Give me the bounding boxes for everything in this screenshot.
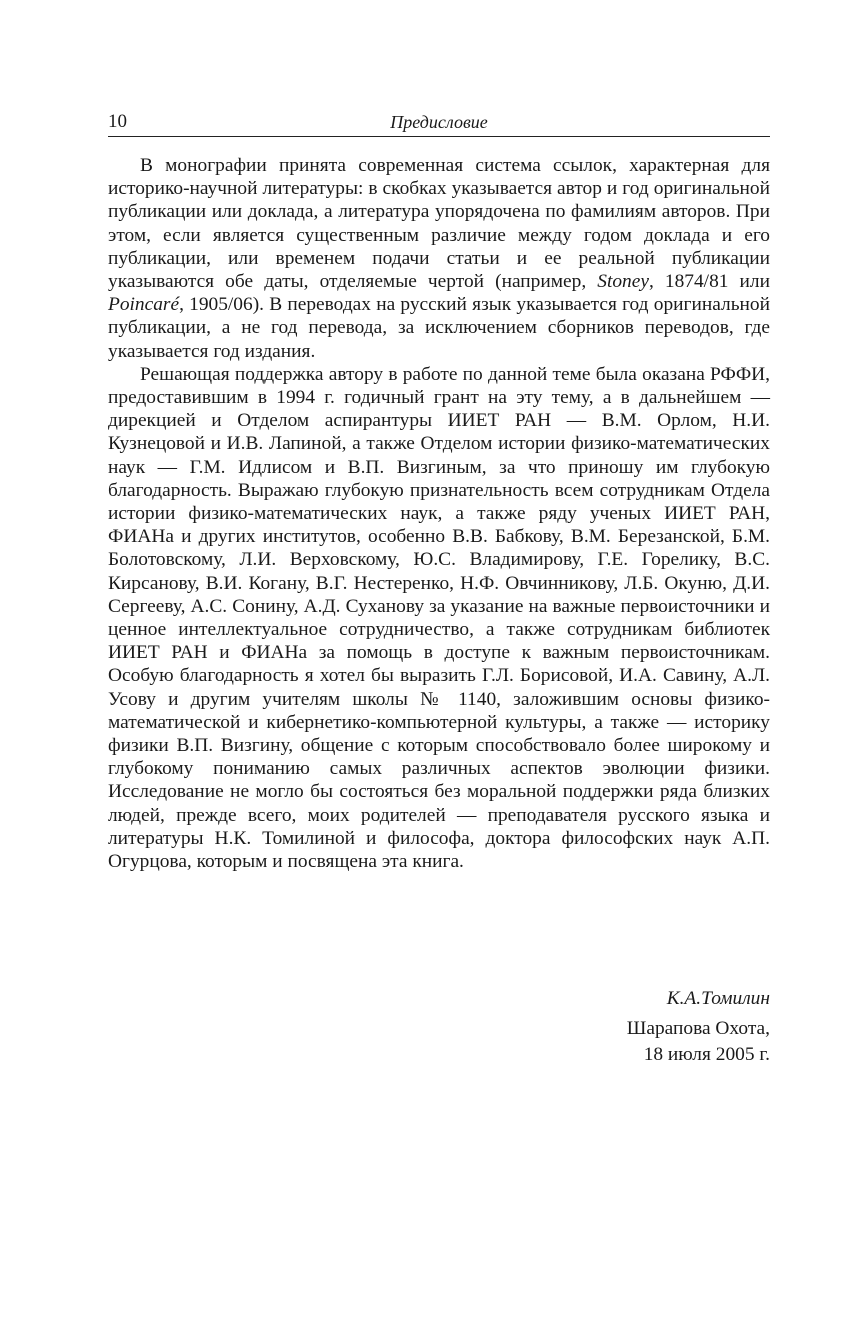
signature-block: [108, 986, 770, 1068]
page-number: 10: [108, 111, 127, 132]
paragraph-citation-system: [108, 154, 770, 363]
signature-place: Шарапова Охота,: [626, 1018, 770, 1039]
signature-date: 18 июля 2005 г.: [643, 1044, 770, 1065]
paragraph-acknowledgements: Решающая поддержка автору в работе по данной теме была оказана РФФИ, предоставившим в 1994 г. годичный грант на эту тему, а в дальнейшем — дирекцией и Отделом аспирантуры ИИЕТ РАН — В.М. Орлом, Н.И. Кузнецовой и И.В. Лапиной, а также Отделом истории физико-математических наук — Г.М. Идлисом и В.П. Визгиным, за что приношу им глубокую благодарность. Выражаю глубокую признательность всем сотрудникам Отдела истории физико-математических наук, а также ряду ученых ИИЕТ РАН, ФИАНа и других институтов, особенно В.В. Бабкову, В.М. Березанской, Б.М. Болотовскому, Л.И. Верховскому, Ю.С. Владимирову, Г.Е. Горелику, В.С. Кирсанову, В.И. Когану, В.Г. Нестеренко, Н.Ф. Овчинникову, Л.Б. Окуню, Д.И. Сергееву, А.С. Сонину, А.Д. Суханову за указание на важные первоисточники и ценное интеллектуальное сотрудничество, а также сотрудникам библиотек ИИЕТ РАН и ФИАНа за помощь в доступе к важным первоисточникам. Особую благодарность я хотел бы выразить Г.Л. Борисовой, И.А. Савину, А.Л. Усову и другим учителям школы № 1140, заложившим основы физико-математической и кибернетико-компьютерной культуры, а также — историку физики В.П. Визгину, общение с которым способствовало более широкому и глубокому пониманию самых различных аспектов эволюции физики. Исследование не могло бы состояться без моральной поддержки ряда близких людей, прежде всего, моих родителей — преподавателя русского языка и литературы Н.К. Томилиной и философа, доктора философских наук А.П. Огурцова, которым и посвящена эта книга.: [108, 363, 770, 873]
reference-poincare: Poincaré: [108, 294, 180, 316]
signature-author: К.А.Томилин: [666, 988, 770, 1009]
reference-stoney: Stoney: [597, 271, 649, 293]
section-title: Предисловие: [390, 112, 488, 132]
paragraph-1-part-2: , 1905/06). В переводах на русский язык указывается год оригинальной публикации, а не год перевода, за исключением сборников переводов, где указывается год издания.: [108, 294, 770, 362]
paragraph-1-part-1: В монографии принята современная система ссылок, характерная для историко-научной литературы: в скобках указывается автор и год оригинальной публикации или доклада, а литература упорядочена по фамилиям авторов. При этом, если является существенным различие между годом доклада и его публикации, или временем подачи статьи и ее реальной публикации указываются обе даты, отделяемые чертой (например,: [108, 155, 770, 293]
reference-stoney-year: , 1874/81 или: [648, 271, 770, 293]
running-head: [108, 110, 770, 137]
body-text: [108, 154, 770, 873]
